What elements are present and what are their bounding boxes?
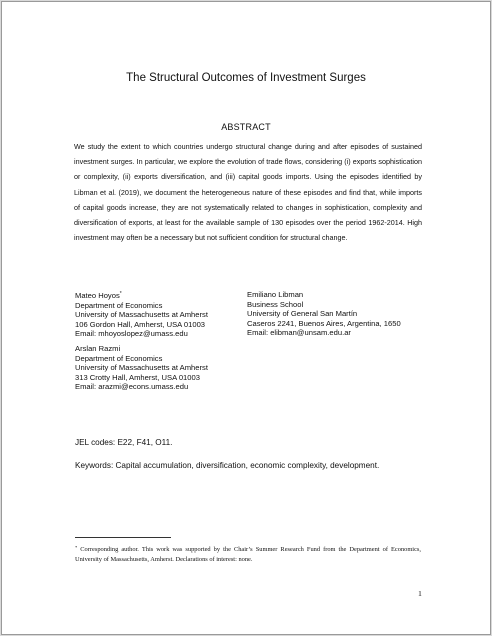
author-address: 106 Gordon Hall, Amherst, USA 01003 [75,319,206,329]
paper-page [1,1,491,635]
abstract-body: We study the extent to which countries undergo structural change during and after episodes of sustained investment surges. In particular, we explore the evolution of trade flows, considering (i) exports sophistication or complexity, (ii) exports diversification, and (iii) capital goods imports. Using the episodes identified by Libman et al. (2019), we document the heterogeneous nature of these episodes and find that, while imports of capital goods increase, they are not systematically related to changes in sophistication, complexity and diversification of exports, at least for the available sample of 130 episodes over the period 1962-2014. High investment may often be a necessary but not sufficient condition for structural change. [74,142,422,243]
footnote-text: Corresponding author. This work was supported by the Chair’s Summer Research Fund from the Department of Economics, University of Massachusetts, Amherst. Declarations of interest: none. [75,546,421,564]
author-address: Caseros 2241, Buenos Aires, Argentina, 1650 [247,318,401,328]
keywords: Keywords: Capital accumulation, diversification, economic complexity, development. [75,461,380,470]
author-department: Business School [247,299,304,309]
footnote-divider [75,537,171,538]
author-address: 313 Crotty Hall, Amherst, USA 01003 [75,372,200,382]
page-number: 1 [418,589,422,598]
author-block-libman [247,290,401,338]
footnote [75,543,421,566]
author-name: Mateo Hoyos* [75,291,122,300]
footnote-mark: * [75,545,78,550]
paper-title: The Structural Outcomes of Investment Surges [126,72,366,84]
jel-codes: JEL codes: E22, F41, O11. [75,438,173,447]
author-name: Emiliano Libman [247,290,304,299]
author-department: Department of Economics [75,353,163,363]
author-name: Arslan Razmi [75,344,121,353]
author-department: Department of Economics [75,300,163,310]
author-block-hoyos [75,290,208,339]
author-institution: University of Massachusetts at Amherst [75,310,208,320]
author-email: Email: mhoyoslopez@umass.edu [75,329,188,339]
author-block-razmi [75,344,208,392]
author-email: Email: arazmi@econs.umass.edu [75,382,189,392]
author-email: Email: elibman@unsam.edu.ar [247,328,351,338]
corresponding-author-mark: * [119,291,122,297]
author-institution: University of Massachusetts at Amherst [75,363,208,373]
author-institution: University of General San Martín [247,309,358,319]
abstract-heading: ABSTRACT [221,122,271,132]
